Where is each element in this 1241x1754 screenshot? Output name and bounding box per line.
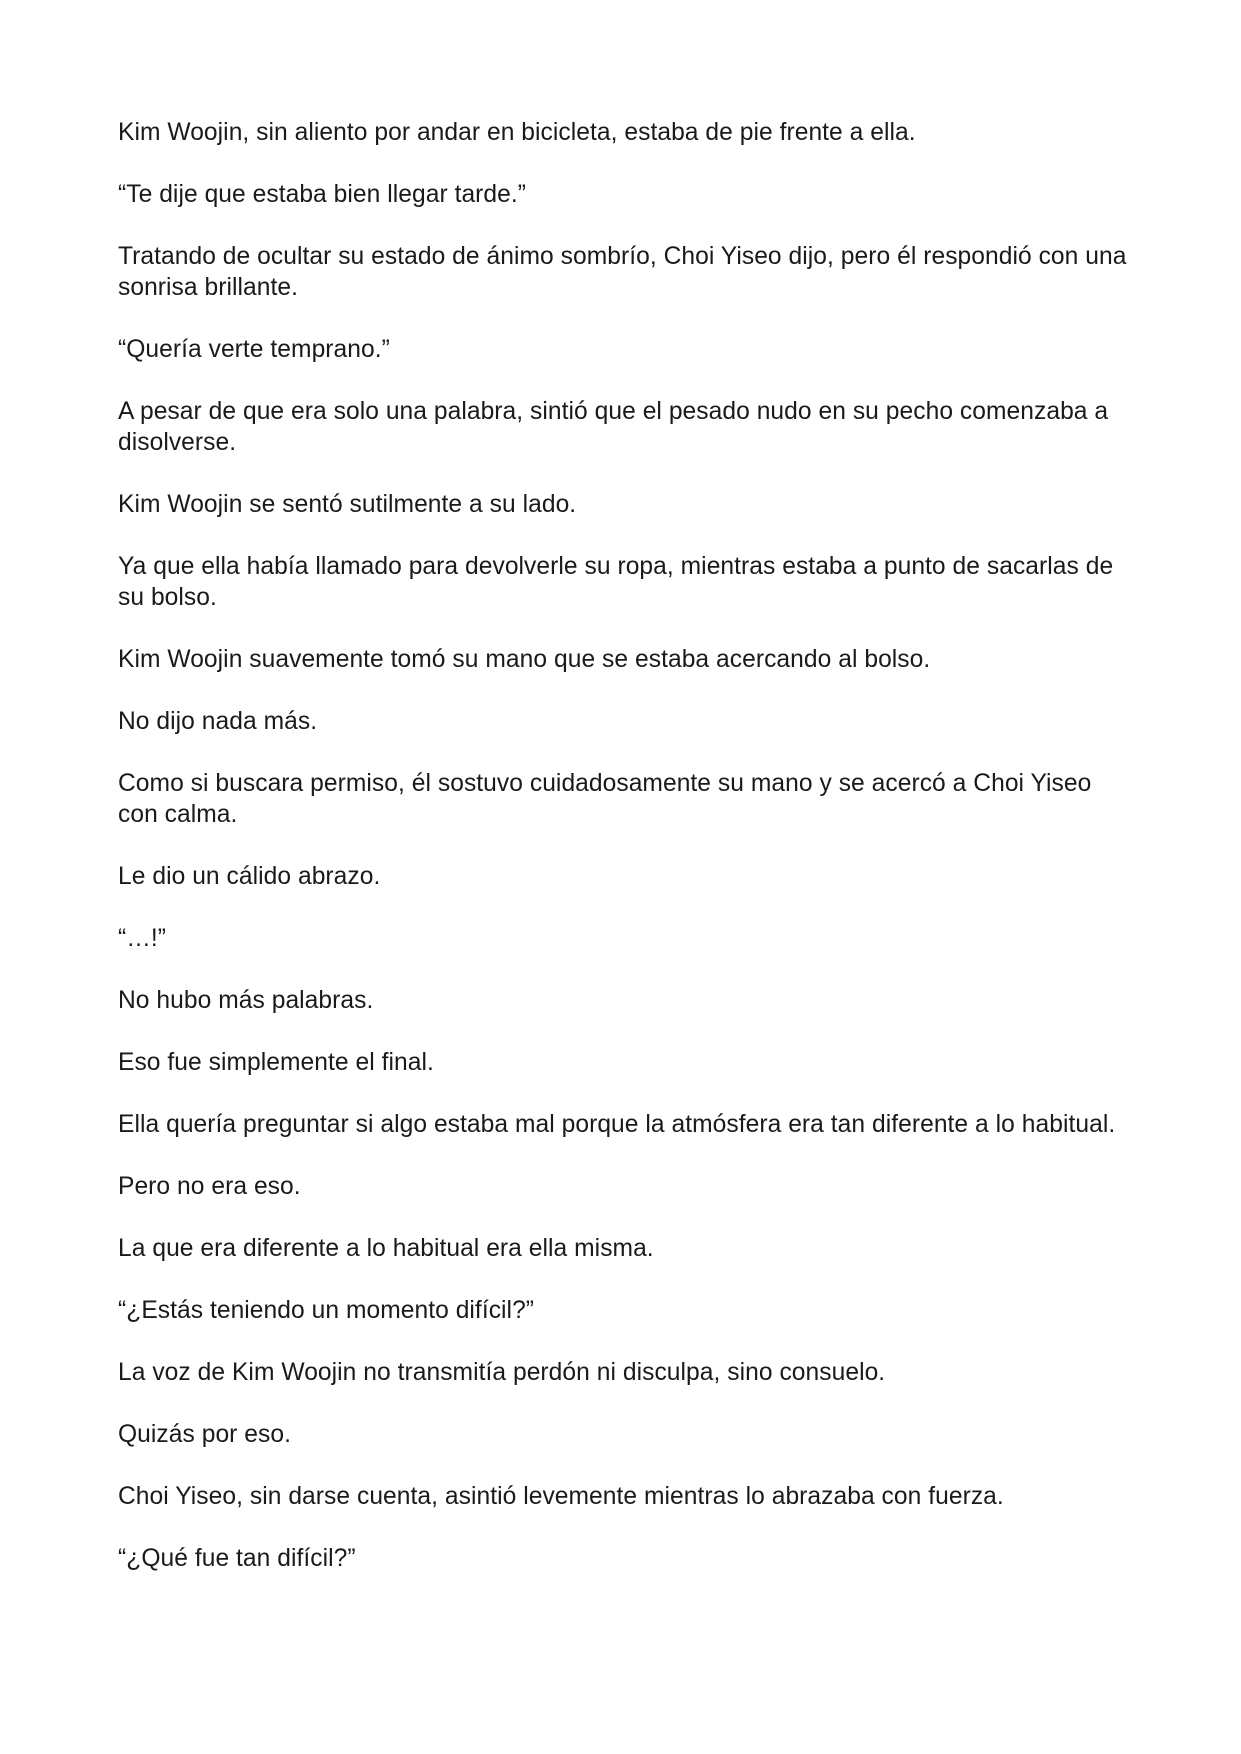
paragraph: Pero no era eso.: [118, 1173, 301, 1200]
paragraph: “¿Estás teniendo un momento difícil?”: [118, 1297, 535, 1324]
paragraph: “Te dije que estaba bien llegar tarde.”: [118, 181, 526, 208]
paragraph: No dijo nada más.: [118, 708, 318, 735]
paragraph: Kim Woojin suavemente tomó su mano que se estaba acercando al bolso.: [118, 646, 931, 673]
paragraph: Tratando de ocultar su estado de ánimo sombrío, Choi Yiseo dijo, pero él respondió con una sonrisa brillante.: [118, 243, 1127, 301]
document-body: [118, 117, 1128, 1605]
paragraph: Eso fue simplemente el final.: [118, 1049, 434, 1076]
paragraph: Como si buscara permiso, él sostuvo cuidadosamente su mano y se acercó a Choi Yiseo con calma.: [118, 770, 1092, 828]
paragraph: Le dio un cálido abrazo.: [118, 863, 381, 890]
paragraph: No hubo más palabras.: [118, 987, 374, 1014]
paragraph: “Quería verte temprano.”: [118, 336, 390, 363]
paragraph: La que era diferente a lo habitual era ella misma.: [118, 1235, 654, 1262]
paragraph: Kim Woojin se sentó sutilmente a su lado.: [118, 491, 577, 518]
paragraph: Kim Woojin, sin aliento por andar en bicicleta, estaba de pie frente a ella.: [118, 119, 916, 146]
paragraph: Choi Yiseo, sin darse cuenta, asintió levemente mientras lo abrazaba con fuerza.: [118, 1483, 1004, 1510]
paragraph: A pesar de que era solo una palabra, sintió que el pesado nudo en su pecho comenzaba a disolverse.: [118, 398, 1109, 456]
paragraph: Ya que ella había llamado para devolverle su ropa, mientras estaba a punto de sacarlas de su bolso.: [118, 553, 1114, 611]
paragraph: Ella quería preguntar si algo estaba mal porque la atmósfera era tan diferente a lo habitual.: [118, 1111, 1116, 1138]
paragraph: “¿Qué fue tan difícil?”: [118, 1545, 356, 1572]
paragraph: “…!”: [118, 925, 167, 952]
paragraph: Quizás por eso.: [118, 1421, 291, 1448]
paragraph: La voz de Kim Woojin no transmitía perdón ni disculpa, sino consuelo.: [118, 1359, 886, 1386]
